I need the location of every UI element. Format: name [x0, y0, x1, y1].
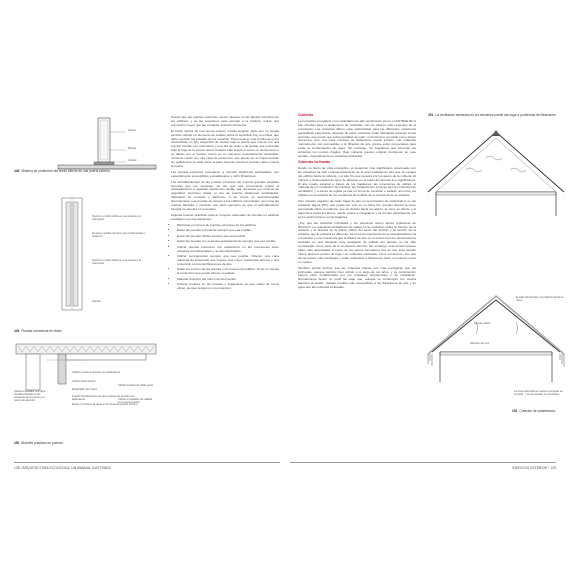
right-page — [290, 108, 568, 488]
fig249-label-1: Suprimir el vidrio doble en una terraza a la intemperie. — [92, 215, 141, 221]
fig250-label-4: Espaciador del marco — [72, 388, 98, 391]
fig250-label-2: Utilizar puertas exteriores con aislamiento — [72, 371, 121, 374]
paragraph: Otro impacto negativo de estas fugas de aire es la formación de carámbanos en las cubiertas (figura 252), que puede ser, que en un clima frío, pueden derretir la nieve acumulada sobre la cubierta, que se desliza hacia los aleros, la nieve se derrite y el agua fluye hacia los aleros, donde vuelve a congelarse y se forman carámbanos, así como obstrucciones en las bajantes. — [298, 199, 416, 219]
fig252-label-refreeze: La nieve derretida se vuelve a congelar en el borde, y se forma hielo en el canalón — [514, 390, 563, 396]
figure-250-caption — [14, 442, 154, 446]
figure-251-drawing — [426, 130, 566, 216]
left-footer-rule — [14, 462, 280, 463]
list-item: • Evitar las puertas correderas siempre que sea posible. — [177, 229, 279, 233]
left-text-column — [171, 116, 279, 293]
list-item: • Sellar los marcos de las puertas y los huecos del edificio. Tener en cuenta la protección que puede ofrecer el sellado. — [177, 268, 279, 276]
paragraph: Los acristalamientos de las puertas provocan las mismas grandes pérdidas térmicas que las ventanas, de ahí que sea conveniente limitar el acristalamiento a aquellas situaciones donde sea necesario por motivos de seguridad. Conviene limitar el uso de puertas totalmente acristaladas, habituales en terrazas y balcones, a las zonas no acondicionadas térmicamente. Las puertas de acceso a los edificios comerciales, así como las puertas laterales y traseras, son otros ejemplos de que el acristalamiento integral no siempre es necesario. — [171, 179, 279, 211]
right-text-column — [298, 114, 416, 292]
fig250-label-7: Utilizar burletes de doble junta — [118, 384, 153, 387]
fig249-label-2: Emplear pestillos térmicos por condensación y radiación — [92, 232, 146, 238]
fig249-number: 249 — [14, 329, 20, 333]
fig250-label-1: Aplicar el sellador a la tapa metálica situada en las cercanías de la puerta y el marco de aluminio — [14, 390, 46, 402]
fig248-number: 248 — [14, 169, 20, 173]
fig250-label-8: Utilizar un sellador de calidad en la parte exterior — [118, 398, 152, 404]
left-page — [8, 108, 286, 488]
fig252-label-heat-melts: El calor del desván y la cubierta derrite la nieve — [516, 296, 564, 302]
fig249-caption-text: Puertas correderas de vidrio. — [21, 329, 63, 333]
fig251-caption-text: La ventilación necesaria en los desvanes puede dar lugar a problemas de filtraciones. — [435, 113, 557, 117]
figure-248-caption — [14, 170, 154, 174]
paragraph: Desde un punto de vista energético, el desarrollo más significativo relacionado con las cubiertas ha sido el desacoplamiento de la gran cantidad de aire que se escapa del edificio hacia la cubierta, y el aire frío que penetra por los aleros de la cubierta. El número y la diversidad de tipos de filtración en el suelo del desván son significativos. El aire puede escapar a través de los tragaluces, las conexiones de cables, el material de los conductos de cubierta, las instalaciones a través de los conductos de ventilación, y a través de rejillas ya sea en forma de conexión o sellado, así como los orificios en la cubierta de los conductos de tendido de la estructura de la cubierta. — [298, 165, 416, 198]
fig248-label-weatherstrip: Burlete — [128, 147, 137, 150]
fig252-label-warm-attic: Desván cálido — [474, 322, 491, 325]
list-item: • Evitar las puertas dobles siempre que sea posible. — [177, 235, 279, 239]
left-footer: 128 / ARQUITECTURA ECOLÓGICA. UN MANUAL ILUSTRADO — [14, 466, 112, 470]
list-item: • Utilizar puertas exteriores con aislamiento en las conexiones entre espacios acondicionados y no acondicionados. — [177, 246, 279, 254]
fig250-label-5: Impedir las filtraciones de aire a través de puertas con aislamiento — [72, 395, 135, 401]
paragraph: ¿Por qué las cubiertas inclinadas y los desvanes tienen tantos problemas de filtración? La respuesta probablemente radica en la confusión sobre la función de la cubierta y la demora de la última planta del suelo del desván y la función de la cubierta, que la cubierta es diferente. Se toma la importancia de la estanqueidad en la envolvente y una conciencia que la fluidez de aire en el recinto térmico del desván ha acabado en una situación muy arraigada. El sellado del desván no ha sido considerado como parte de la envolvente térmica. Sin embargo, esta función parece haber sido descuidada. A pesar de los cierres herméticos hoy en día, todo desván ofrece diversos puntos de fuga. Las cubiertas inclinadas, como envolvente, son una de las partes más complejas y están expuestas a filtraciones tanto en invierno como en verano. — [298, 220, 416, 264]
fig250-label-3: Utilizar doble burlete — [72, 380, 96, 383]
list-item: • Utilizar contrapuertas siempre que sea posible. Ofrecen una capa adicional de protección que supone una mayor resistencia térmica y una protección contra las filtraciones de aire. — [177, 255, 279, 267]
figure-252-caption — [512, 410, 568, 414]
paragraph: La normativa energética y los estándares de alto rendimiento (como el ASHRAE 90.1) han ofrecido para el aislamiento de cubiertas; son los valores más exigentes de la envolvente. Las cubiertas deben estar optimizadas para las diferentes estaciones geográficas específicas. Algunas de estas cubiertas están diseñadas para las zonas térmicas, que puede que sobre pérdidas de calor; un fenómeno conocido como efecto chimenea. Con una capa continua de aislamiento puede evitarlo. Las cubiertas normalmente son permeables a la filtración de aire porque están proyectadas para evitar la condensación de agua. Sin embargo, los tragaluces que penetran las cubiertas son puntos frágiles. Bajo cubierta pueden originar problemas en este sentido, especialmente en cubiertas inclinadas. — [298, 118, 416, 159]
paragraph: También podría decirse que las cubiertas planas son más ecológicas que las inclinadas, aunque también han sufrido a lo largo de los años, y su construcción parece estar condicionada por los requisitos estructurales y de instalación. Normalmente tienen un perfil tan bajo que, aunque se construyan con mucha atención al detalle, pueden resultar más susceptibles a las filtraciones de aire y de agua que las cubiertas inclinadas. — [298, 265, 416, 290]
fig252-number: 252 — [512, 409, 518, 413]
fig251-number: 251 — [428, 113, 434, 117]
list-item: • Colocar burletes en las puertas y asegurarse de que sellan de forma eficaz, aunque tengan un uso intensivo. — [177, 283, 279, 291]
fig249-label-4: Fijación — [92, 300, 101, 303]
bullet-list — [171, 224, 279, 291]
paragraph: Puesto que las puertas exteriores suelen situarse en las plantas inferiores de los edificios, y en las superiores para acceder a la cubierta, sufren una exposición mayor que las ventanas al efecto chimenea. — [171, 115, 279, 127]
right-footer-rule — [290, 462, 556, 463]
figure-249-drawing — [60, 198, 84, 310]
fig249-label-3: Suprimir el vidrio doble en una terraza a la intemperie. — [92, 259, 141, 265]
fig252-caption-text: Creación de carámbanos. — [519, 409, 556, 413]
fig250-caption-text: Burletes prácticos en puertas. — [21, 441, 64, 445]
fig248-caption-text: Sistema de protección del borde inferior de una puerta exterior. — [21, 169, 111, 173]
fig248-label-door: Puerta — [128, 129, 136, 132]
fig250-number: 250 — [14, 441, 20, 445]
figure-251-caption — [428, 114, 560, 118]
right-footer: EDIFICIOS EXTERIOR / 129 — [512, 466, 556, 470]
list-item: • Evitar las puertas con excesivo acristalamiento siempre que sea posible. — [177, 240, 279, 244]
paragraph: El borde inferior de una puerta exterior resulta singular, dado que no resulta sencillo colocar un elemento de sellado sobre la superficie hoy al umbral, que debe soportar las pisadas de los usuarios. Para resolver este problema se ha desarrollado un tipo específico de burlete bajo la puerta que cuenta con una porción flexible con carpintería y una tira de vinilo o de goma) que sobresale bajo la hoja de la puerta. Estos burletes bajo puerta a veces no cierran bien o se dañan con el tiempo. Como en un elemento especialmente vulnerable, conviene contar con otro capa de protección, que puede ser el propio umbral. Un sellado que se sitúa sobre la parte superior contra el umbral y abre o cierra la puerta. — [171, 128, 279, 168]
fig248-label-threshold: Umbral — [128, 159, 137, 162]
paragraph: Las puertas exteriores correderas, a menudo totalmente acristaladas, son especialmente susceptibles a desalinearse y sufrir filtraciones. — [171, 169, 279, 178]
list-item: • Minimizar el número de puertas exteriores de los edificios. — [177, 224, 279, 228]
section-heading: Cubiertas inclinadas — [298, 159, 331, 164]
fig252-label-air-leak: Filtración de aire — [470, 342, 490, 345]
section-heading: Cubiertas — [298, 113, 314, 117]
fig250-label-6: Evitar el contacto de agua en la rotura de puente térmico — [72, 403, 138, 406]
list-item: • Material protector del marco de las puertas. — [177, 278, 279, 282]
paragraph: Algunas buenas prácticas para el proyecto adecuado de puertas en edificios ecológicos son las siguientes: — [171, 212, 279, 221]
figure-249-caption — [14, 330, 154, 334]
